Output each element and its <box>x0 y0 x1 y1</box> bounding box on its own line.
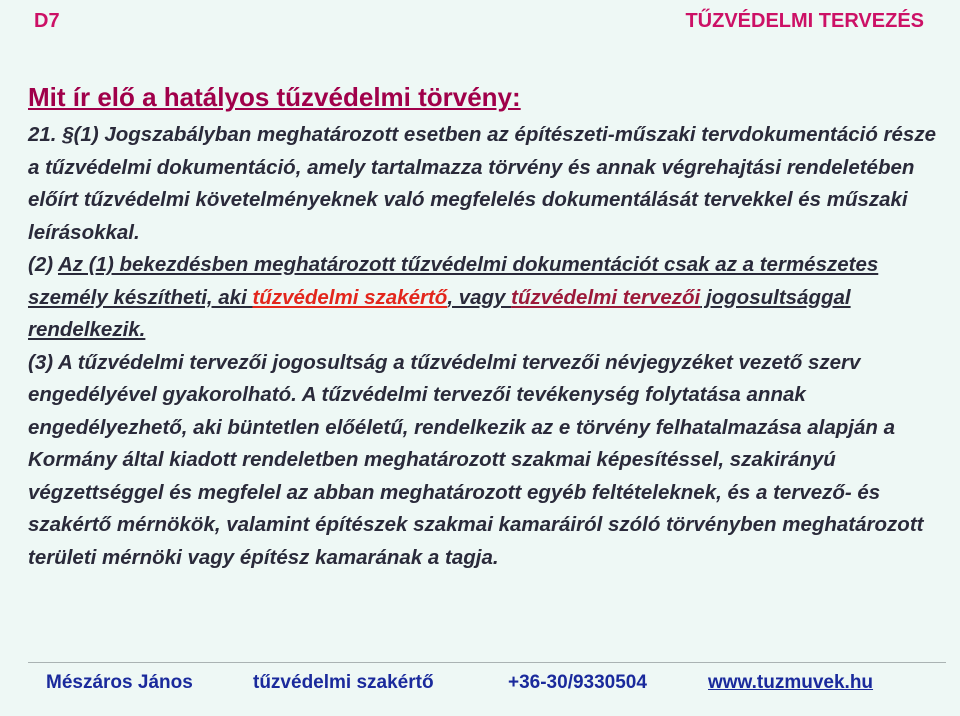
paragraph-2 <box>28 249 946 347</box>
slide-title: TŰZVÉDELMI TERVEZÉS <box>685 10 924 32</box>
paragraph-1: 21. §(1) Jogszabályban meghatározott esetben az építészeti-műszaki tervdokumentáció része a tűzvédelmi dokumentáció, amely tartalmazza törvény és annak végrehajtási rendeletében előírt tűzvédelmi követelményeknek való megfelelés dokumentálását tervekkel és műszaki leírásokkal. <box>28 123 936 244</box>
link-fire-designer[interactable]: tűzvédelmi tervezői <box>511 285 701 309</box>
slide-code: D7 <box>34 10 60 32</box>
footer-name: Mészáros János <box>46 672 193 693</box>
footer <box>0 672 960 702</box>
headline: Mit ír elő a hatályos tűzvédelmi törvény: <box>28 82 521 112</box>
slide-header <box>0 8 960 42</box>
law-text <box>28 119 946 574</box>
paragraph-3: (3) A tűzvédelmi tervezői jogosultság a tűzvédelmi tervezői névjegyzéket vezető szerv engedélyével gyakorolható. A tűzvédelmi tervezői tevékenység folytatása annak engedélyezhető, aki büntetlen előéletű, rendelkezik az e törvény felhatalmazása alapján a Kormány által kiadott rendeletben meghatározott szakmai képesítéssel, szakirányú végzettséggel és megfelel az abban meghatározott egyéb feltételeknek, és a tervező- és szakértő mérnökök, valamint építészek szakmai kamaráiról szóló törvényben meghatározott területi mérnöki vagy építész kamarának a tagja. <box>28 350 924 569</box>
footer-website-link[interactable]: www.tuzmuvek.hu <box>708 672 874 693</box>
footer-divider <box>28 662 946 663</box>
paragraph-2-text-a: Az (1) bekezdésben meghatározott tűzvédelmi dokumentációt csak az a természetes személy készítheti, aki <box>28 253 879 309</box>
paragraph-2-text-c: jogosultsággal rendelkezik. <box>28 285 851 341</box>
paragraph-2-prefix: (2) <box>28 253 58 276</box>
link-fire-expert[interactable]: tűzvédelmi szakértő <box>252 285 448 309</box>
paragraph-2-text-b: , vagy <box>447 285 512 309</box>
footer-role: tűzvédelmi szakértő <box>253 672 434 693</box>
footer-phone: +36-30/9330504 <box>508 672 647 693</box>
